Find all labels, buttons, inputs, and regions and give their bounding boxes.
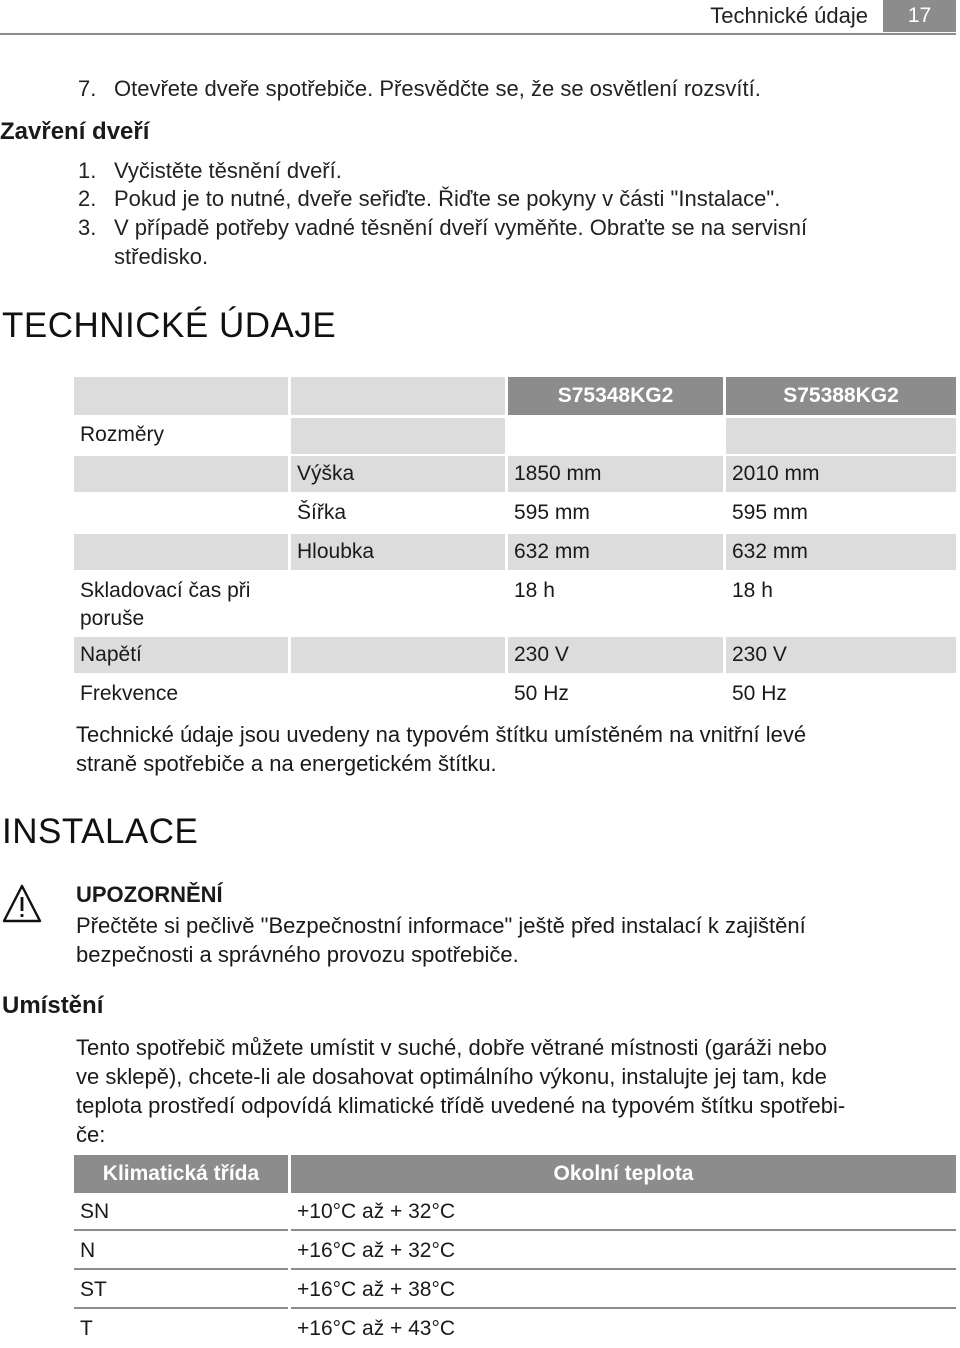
table-cell-empty — [726, 418, 956, 454]
row-label-width: Šířka — [297, 501, 347, 524]
warning-title: UPOZORNĚNÍ — [76, 882, 223, 907]
column-header-model: S75348KG2 — [508, 377, 723, 415]
section-heading-technical-data: TECHNICKÉ ÚDAJE — [2, 306, 337, 345]
paragraph-line: če: — [76, 1122, 106, 1147]
climate-class-cell: N — [74, 1233, 288, 1270]
table-cell-empty — [291, 637, 505, 673]
table-cell-value: 50 Hz — [514, 682, 569, 705]
step-text: V případě potřeby vadné těsnění dveří vyměňte. Obraťte se na servisní — [114, 215, 808, 240]
step-text: Vyčistěte těsnění dveří. — [114, 158, 342, 183]
table-cell-value: 50 Hz — [732, 682, 787, 705]
warning-text — [76, 911, 806, 969]
temperature-cell: +16°C až + 38°C — [291, 1272, 956, 1309]
row-label-dimensions: Rozměry — [80, 423, 165, 446]
page-number: 17 — [883, 0, 956, 32]
technical-data-note — [76, 720, 806, 778]
row-label-line: poruše — [80, 607, 145, 630]
section-heading-installation: INSTALACE — [2, 812, 199, 851]
climate-class-cell: ST — [74, 1272, 288, 1309]
note-line: straně spotřebiče a na energetickém štítku. — [76, 751, 497, 776]
step-text: Pokud je to nutné, dveře seřiďte. Řiďte se pokyny v části "Instalace". — [114, 186, 781, 211]
table-cell-empty — [74, 456, 288, 492]
climate-class-cell: SN — [74, 1194, 288, 1231]
table-cell-empty — [291, 573, 505, 635]
row-label-height: Výška — [291, 456, 505, 492]
subheading-closing-door: Zavření dveří — [0, 118, 150, 145]
row-label-frequency: Frekvence — [80, 682, 179, 705]
column-header-model: S75388KG2 — [726, 377, 956, 415]
step-text-continued: středisko. — [114, 244, 209, 269]
paragraph-line: teplota prostředí odpovídá klimatické třídě uvedené na typovém štítku spotřebi- — [76, 1093, 846, 1118]
climate-class-cell: T — [80, 1317, 93, 1340]
warning-triangle-icon — [2, 884, 42, 924]
table-cell-empty — [74, 534, 288, 570]
row-label-voltage: Napětí — [74, 637, 288, 673]
paragraph-line: ve sklepě), chcete-li ale dosahovat optimálního výkonu, instalujte jej tam, kde — [76, 1064, 827, 1089]
column-header-climate-class: Klimatická třída — [74, 1155, 288, 1193]
table-cell-value: 595 mm — [514, 501, 590, 524]
subheading-placement: Umístění — [2, 992, 104, 1019]
table-cell-value: 1850 mm — [508, 456, 723, 492]
table-cell-value: 2010 mm — [726, 456, 956, 492]
paragraph-line: Tento spotřebič můžete umístit v suché, dobře větrané místnosti (garáži nebo — [76, 1035, 827, 1060]
column-header-ambient-temperature: Okolní teplota — [291, 1155, 956, 1193]
temperature-cell: +16°C až + 43°C — [297, 1317, 456, 1340]
row-label-storage-time — [74, 573, 288, 635]
note-line: Technické údaje jsou uvedeny na typovém štítku umístěném na vnitřní levé — [76, 722, 807, 747]
table-cell-empty — [508, 418, 723, 454]
row-label-line: Skladovací čas při — [80, 579, 251, 602]
table-cell-value: 230 V — [726, 637, 956, 673]
step-number: 2. — [78, 186, 97, 211]
table-cell-value: 18 h — [514, 579, 555, 602]
table-cell-empty — [291, 377, 505, 415]
step-text: Otevřete dveře spotřebiče. Přesvědčte se, že se osvětlení rozsvítí. — [114, 76, 761, 101]
table-cell-empty — [74, 495, 288, 531]
header-divider — [0, 33, 956, 35]
warning-line: Přečtěte si pečlivě "Bezpečnostní informace" ještě před instalací k zajištění — [76, 913, 806, 938]
temperature-cell: +16°C až + 32°C — [291, 1233, 956, 1270]
table-cell-value: 595 mm — [732, 501, 808, 524]
temperature-cell: +10°C až + 32°C — [291, 1194, 956, 1231]
header-section-title: Technické údaje — [710, 3, 868, 28]
table-cell-value: 632 mm — [508, 534, 723, 570]
row-label-depth: Hloubka — [291, 534, 505, 570]
table-cell-empty — [74, 377, 288, 415]
table-cell-value: 18 h — [732, 579, 773, 602]
table-cell-value: 230 V — [508, 637, 723, 673]
table-cell-empty — [291, 676, 505, 712]
table-cell-value: 632 mm — [726, 534, 956, 570]
warning-line: bezpečnosti a správného provozu spotřebiče. — [76, 942, 519, 967]
step-number: 1. — [78, 158, 97, 183]
table-cell-empty — [291, 418, 505, 454]
step-number: 7. — [78, 76, 97, 101]
step-number: 3. — [78, 215, 97, 240]
placement-paragraph — [76, 1033, 845, 1149]
